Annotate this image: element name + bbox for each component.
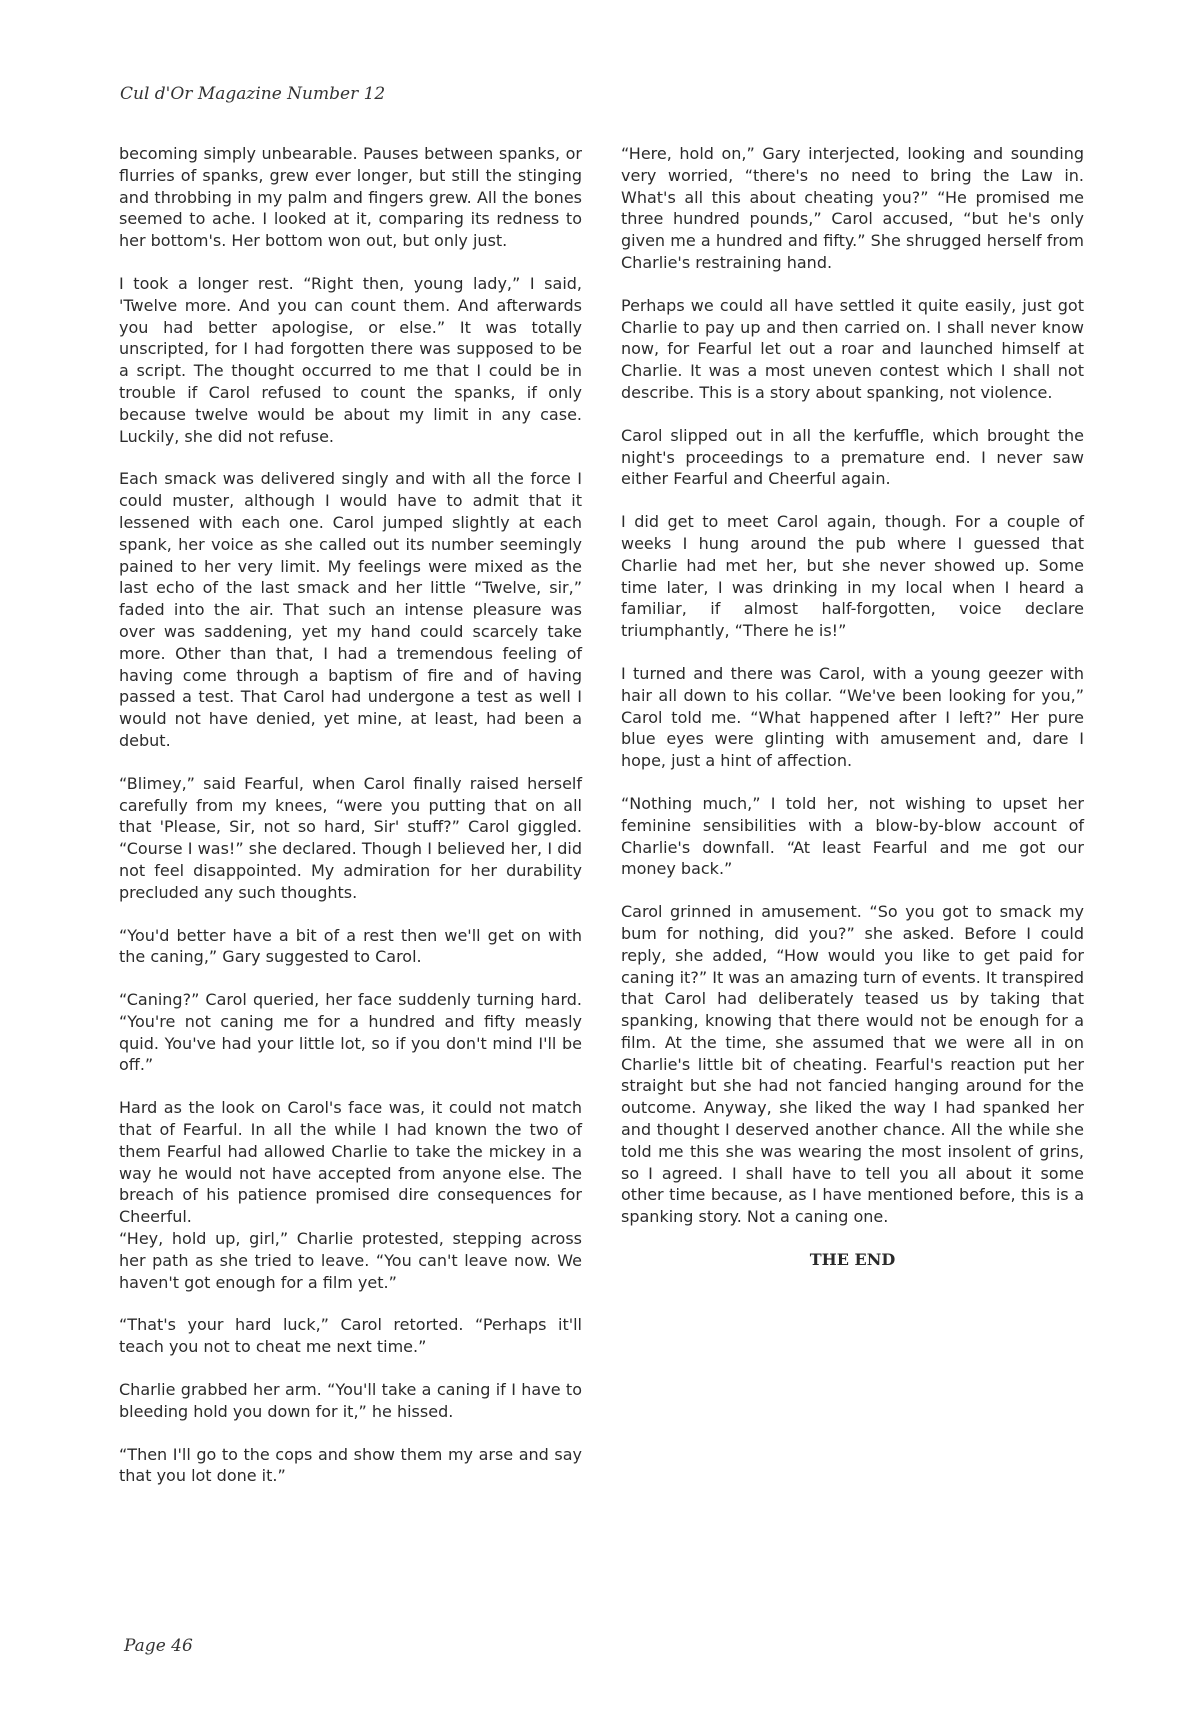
page-number: Page 46 [124, 1636, 193, 1656]
paragraph: “You'd better have a bit of a rest then we'll get on with the caning,” Gary suggested to Carol. [119, 925, 582, 967]
paragraph: Carol grinned in amusement. “So you got to smack my bum for nothing, did you?” she asked. Before I could reply, she added, “How would you like to get paid for caning it?” It was an amazing turn of events. It transpired that Carol had deliberately teased us by taking that spanking, knowing that there would not be enough for a film. At the time, she assumed that we were all in on Charlie's little bit of cheating. Fearful's reaction put her straight but she had not fancied hanging around for the outcome. Anyway, she liked the way I had spanked her and thought I deserved another chance. All the while she told me this she was wearing the most insolent of grins, so I agreed. I shall have to tell you all about it some other time because, as I have mentioned before, this is a spanking story. Not a caning one. [621, 902, 1084, 1227]
paragraph: “Nothing much,” I told her, not wishing to upset her feminine sensibilities with a blow-by-blow account of Charlie's downfall. “At least Fearful and me got our money back.” [621, 793, 1084, 879]
paragraph: Perhaps we could all have settled it quite easily, just got Charlie to pay up and then carried on. I shall never know now, for Fearful let out a roar and launched himself at Charlie. It was a most uneven contest which I shall not describe. This is a story about spanking, not violence. [621, 295, 1084, 402]
paragraph: I did get to meet Carol again, though. For a couple of weeks I hung around the pub where I guessed that Charlie had met her, but she never showed up. Some time later, I was drinking in my local when I heard a familiar, if almost half-forgotten, voice declare triumphantly, “There he is!” [621, 512, 1084, 641]
paragraph: “Blimey,” said Fearful, when Carol finally raised herself carefully from my knees, “were you putting that on all that 'Please, Sir, not so hard, Sir' stuff?” Carol giggled. “Course I was!” she declared. Though I believed her, I did not feel disappointed. My admiration for her durability precluded any such thoughts. [119, 773, 582, 902]
right-column [621, 143, 1084, 1292]
paragraph: “That's your hard luck,” Carol retorted. “Perhaps it'll teach you not to cheat me next time.” [119, 1315, 582, 1357]
paragraph: Hard as the look on Carol's face was, it could not match that of Fearful. In all the while I had known the two of them Fearful had allowed Charlie to take the mickey in a way he would not have accepted from anyone else. The breach of his patience promised dire consequences for Cheerful. [119, 1098, 582, 1227]
paragraph: “Then I'll go to the cops and show them my arse and say that you lot done it.” [119, 1444, 582, 1486]
paragraph: Charlie grabbed her arm. “You'll take a caning if I have to bleeding hold you down for it,” he hissed. [119, 1380, 582, 1421]
paragraph: “Caning?” Carol queried, her face suddenly turning hard. “You're not caning me for a hundred and fifty measly quid. You've had your little lot, so if you don't mind I'll be off.” [119, 990, 582, 1075]
paragraph: “Hey, hold up, girl,” Charlie protested, stepping across her path as she tried to leave. “You can't leave now. We haven't got enough for a film yet.” [119, 1229, 582, 1292]
paragraph: I took a longer rest. “Right then, young lady,” I said, 'Twelve more. And you can count them. And afterwards you had better apologise, or else.” It was totally unscripted, for I had forgotten there was supposed to be a script. The thought occurred to me that I could be in trouble if Carol refused to count the spanks, if only because twelve would be about my limit in any case. Luckily, she did not refuse. [119, 273, 582, 446]
the-end-heading: THE END [809, 1250, 896, 1270]
paragraph: “Here, hold on,” Gary interjected, looking and sounding very worried, “there's no need to bring the Law in. What's all this about cheating you?” “He promised me three hundred pounds,” Carol accused, “but he's only given me a hundred and fifty.” She shrugged herself from Charlie's restraining hand. [621, 144, 1084, 272]
paragraph: Each smack was delivered singly and with all the force I could muster, although I would have to admit that it lessened with each one. Carol jumped slightly at each spank, her voice as she called out its number seemingly pained to her very limit. My feelings were mixed as the last echo of the last smack and her little “Twelve, sir,” faded into the air. That such an intense pleasure was over was saddening, yet my hand could scarcely take more. Other than that, I had a tremendous feeling of having come through a baptism of fire and of having passed a test. That Carol had undergone a test as well I would not have denied, yet mine, at least, had been a debut. [119, 469, 582, 750]
left-column [119, 143, 582, 1508]
paragraph: Carol slipped out in all the kerfuffle, which brought the night's proceedings to a premature end. I never saw either Fearful and Cheerful again. [621, 425, 1084, 489]
paragraph: becoming simply unbearable. Pauses between spanks, or flurries of spanks, grew ever longer, but still the stinging and throbbing in my palm and fingers grew. All the bones seemed to ache. I looked at it, comparing its redness to her bottom's. Her bottom won out, but only just. [119, 144, 582, 251]
running-title: Cul d'Or Magazine Number 12 [120, 84, 386, 104]
paragraph: I turned and there was Carol, with a young geezer with hair all down to his collar. “We've been looking for you,” Carol told me. “What happened after I left?” Her pure blue eyes were glinting with amusement and, dare I hope, just a hint of affection. [621, 663, 1084, 771]
